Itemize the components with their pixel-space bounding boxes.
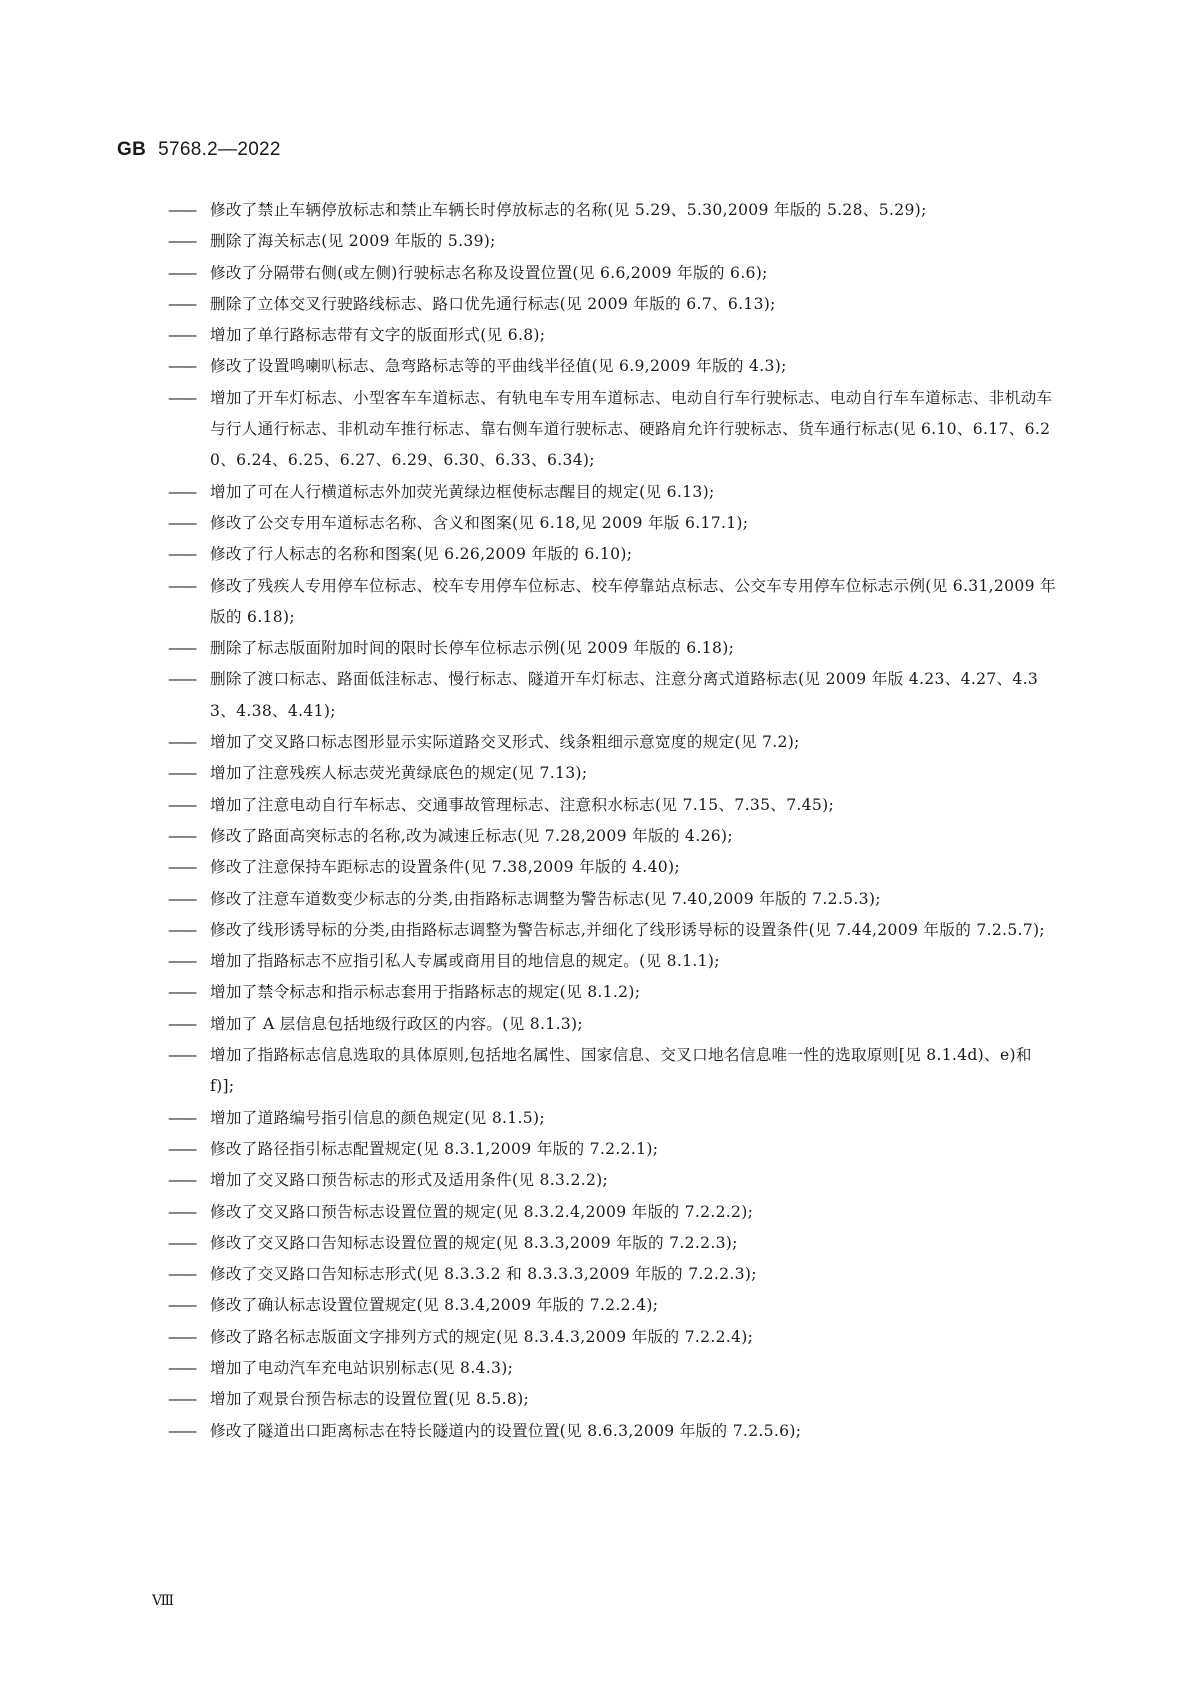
list-dash: —— [168,670,196,689]
list-item [168,1353,1060,1384]
list-item-text: 修改了公交专用车道标志名称、含义和图案(见 6.18,见 2009 年版 6.17.1); [210,513,749,532]
list-item-text: 增加了注意电动自行车标志、交通事故管理标志、注意积水标志(见 7.15、7.35、7.45); [210,795,835,814]
list-item-text: 增加了交叉路口标志图形显示实际道路交叉形式、线条粗细示意宽度的规定(见 7.2); [210,733,800,752]
list-item [168,1197,1060,1228]
list-item [168,664,1060,727]
list-dash: —— [168,1108,196,1127]
list-item-text: 增加了电动汽车充电站识别标志(见 8.4.3); [210,1358,514,1377]
list-dash: —— [168,1046,196,1065]
list-dash: —— [168,482,196,501]
list-dash: —— [168,764,196,783]
list-item-text: 修改了路名标志版面文字排列方式的规定(见 8.3.4.3,2009 年版的 7.2.2.4); [210,1327,754,1346]
list-dash: —— [168,263,196,282]
list-item-text: 修改了注意保持车距标志的设置条件(见 7.38,2009 年版的 4.40); [210,858,680,877]
list-dash: —— [168,1202,196,1221]
list-item [168,351,1060,382]
list-item [168,1103,1060,1134]
list-item-text: 增加了观景台预告标志的设置位置(见 8.5.8); [210,1390,530,1409]
list-item-text: 修改了行人标志的名称和图案(见 6.26,2009 年版的 6.10); [210,545,633,564]
list-item [168,539,1060,570]
list-item [168,195,1060,226]
list-item-text: 修改了禁止车辆停放标志和禁止车辆长时停放标志的名称(见 5.29、5.30,2009 年版的 5.28、5.29); [210,201,927,219]
list-item-text: 修改了路径指引标志配置规定(见 8.3.1,2009 年版的 7.2.2.1); [210,1139,659,1158]
list-item-text: 修改了设置鸣喇叭标志、急弯路标志等的平曲线半径值(见 6.9,2009 年版的 4.3); [210,357,787,376]
list-item [168,1134,1060,1165]
list-item [168,821,1060,852]
list-dash: —— [168,1327,196,1346]
list-item [168,727,1060,758]
list-item-text: 修改了线形诱导标的分类,由指路标志调整为警告标志,并细化了线形诱导标的设置条件(见 7.44,2009 年版的 7.2.5.7); [210,920,1045,939]
list-item-text: 删除了海关标志(见 2009 年版的 5.39); [210,232,496,251]
list-item [168,1416,1060,1447]
list-item [168,508,1060,539]
list-item [168,571,1060,634]
list-item [168,790,1060,821]
list-dash: —— [168,1421,196,1440]
standard-number: 5768.2—2022 [158,139,281,160]
list-item [168,226,1060,257]
list-dash: —— [168,1390,196,1409]
list-item [168,977,1060,1008]
list-item-text: 增加了交叉路口预告标志的形式及适用条件(见 8.3.2.2); [210,1171,609,1190]
list-dash: —— [168,513,196,532]
list-item-text: 增加了指路标志不应指引私人专属或商用目的地信息的规定。(见 8.1.1); [210,952,720,971]
list-item-text: 修改了交叉路口预告标志设置位置的规定(见 8.3.2.4,2009 年版的 7.2.2.2); [210,1202,754,1221]
list-item-text: 增加了可在人行横道标志外加荧光黄绿边框使标志醒目的规定(见 6.13); [210,482,715,501]
list-dash: —— [168,326,196,345]
list-dash: —— [168,232,196,251]
list-dash: —— [168,952,196,971]
list-item-text: 删除了标志版面附加时间的限时长停车位标志示例(见 2009 年版的 6.18); [210,639,735,658]
list-item-text: 增加了注意残疾人标志荧光黄绿底色的规定(见 7.13); [210,764,588,783]
list-item-text: 修改了路面高突标志的名称,改为减速丘标志(见 7.28,2009 年版的 4.26); [210,826,733,845]
list-dash: —— [168,826,196,845]
list-item [168,258,1060,289]
list-dash: —— [168,294,196,313]
list-item [168,1322,1060,1353]
list-dash: —— [168,920,196,939]
list-item [168,320,1060,351]
list-item-text: 修改了分隔带右侧(或左侧)行驶标志名称及设置位置(见 6.6,2009 年版的 6.6); [210,263,768,282]
list-item-text: 增加了指路标志信息选取的具体原则,包括地名属性、国家信息、交叉口地名信息唯一性的选取原则[见 8.1.4d)、e)和 f)]; [210,1046,1032,1096]
list-item-text: 修改了交叉路口告知标志设置位置的规定(见 8.3.3,2009 年版的 7.2.2.3); [210,1233,738,1252]
list-dash: —— [168,388,196,407]
list-item-text: 修改了交叉路口告知标志形式(见 8.3.3.2 和 8.3.3.3,2009 年版的 7.2.2.3); [210,1265,757,1284]
list-dash: —— [168,1233,196,1252]
list-dash: —— [168,545,196,564]
standard-prefix: GB [117,139,147,160]
list-dash: —— [168,733,196,752]
list-item [168,1259,1060,1290]
list-item-text: 修改了确认标志设置位置规定(见 8.3.4,2009 年版的 7.2.2.4); [210,1296,659,1315]
change-list [168,195,1060,1447]
list-dash: —— [168,1296,196,1315]
list-dash: —— [168,576,196,595]
list-item [168,289,1060,320]
list-item-text: 增加了开车灯标志、小型客车车道标志、有轨电车专用车道标志、电动自行车行驶标志、电动自行车车道标志、非机动车与行人通行标志、非机动车推行标志、靠右侧车道行驶标志、硬路肩允许行驶标志、货车通行标志(见 6.10、6.17、6.20、6.24、6.25、6.27、6.29、6.30、6.33、6.34); [210,388,1053,470]
list-item-text: 删除了立体交叉行驶路线标志、路口优先通行标志(见 2009 年版的 6.7、6.13); [210,294,776,313]
list-item-text: 删除了渡口标志、路面低洼标志、慢行标志、隧道开车灯标志、注意分离式道路标志(见 2009 年版 4.23、4.27、4.33、4.38、4.41); [210,670,1039,720]
list-item [168,1165,1060,1196]
list-dash: —— [168,1014,196,1033]
list-item [168,477,1060,508]
list-item [168,758,1060,789]
list-item [168,1228,1060,1259]
list-dash: —— [168,1171,196,1190]
list-item [168,383,1060,477]
document-header [117,138,281,161]
list-dash: —— [168,795,196,814]
list-dash: —— [168,639,196,658]
list-dash: —— [168,201,196,219]
list-dash: —— [168,357,196,376]
list-item [168,852,1060,883]
list-dash: —— [168,889,196,908]
list-item [168,1040,1060,1103]
list-item [168,1290,1060,1321]
list-item-text: 修改了隧道出口距离标志在特长隧道内的设置位置(见 8.6.3,2009 年版的 7.2.5.6); [210,1421,802,1440]
list-item [168,946,1060,977]
list-dash: —— [168,983,196,1002]
list-item [168,1009,1060,1040]
list-item-text: 增加了禁令标志和指示标志套用于指路标志的规定(见 8.1.2); [210,983,641,1002]
list-item-text: 增加了 A 层信息包括地级行政区的内容。(见 8.1.3); [210,1014,583,1033]
page-number: Ⅷ [152,1594,175,1609]
list-dash: —— [168,1139,196,1158]
list-item [168,884,1060,915]
list-dash: —— [168,1358,196,1377]
list-item-text: 修改了注意车道数变少标志的分类,由指路标志调整为警告标志(见 7.40,2009 年版的 7.2.5.3); [210,889,881,908]
list-item [168,1384,1060,1415]
list-dash: —— [168,858,196,877]
list-item [168,915,1060,946]
list-item-text: 增加了道路编号指引信息的颜色规定(见 8.1.5); [210,1108,545,1127]
list-item-text: 修改了残疾人专用停车位标志、校车专用停车位标志、校车停靠站点标志、公交车专用停车位标志示例(见 6.31,2009 年版的 6.18); [210,576,1056,626]
list-item [168,633,1060,664]
list-item-text: 增加了单行路标志带有文字的版面形式(见 6.8); [210,326,546,345]
list-dash: —— [168,1265,196,1284]
